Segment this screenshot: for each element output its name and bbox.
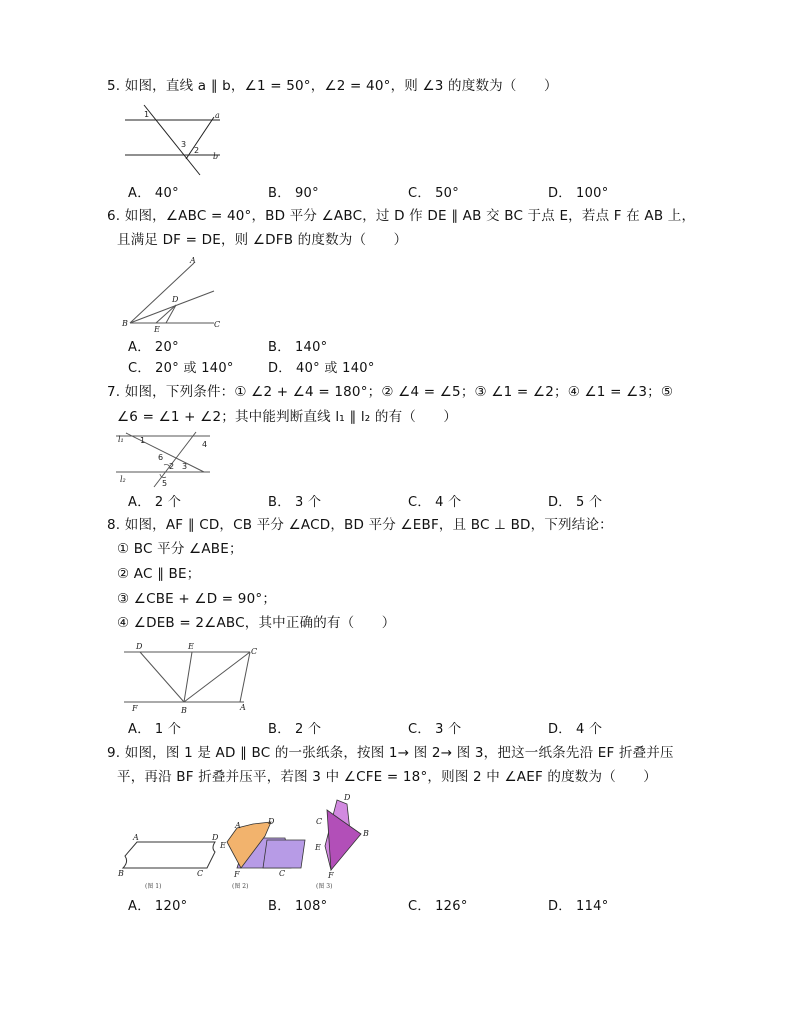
q7-figure <box>114 431 214 489</box>
q5-option-a[interactable]: A． 40° <box>128 186 179 201</box>
q9-stem-line1: 9. 如图，图 1 是 AD ∥ BC 的一张纸条，按图 1→ 图 2→ 图 3，把这一纸条先沿 EF 折叠并压 <box>107 745 674 761</box>
q9-fig2-label-e: E <box>220 841 226 850</box>
q9-fig1-caption: (图 1) <box>145 883 162 890</box>
q9-fig1-label-a: A <box>133 833 139 842</box>
q6-option-d[interactable]: D． 40° 或 140° <box>268 361 375 376</box>
q9-fig3-label-f: F <box>328 871 334 880</box>
q7-stem-line2: ∠6 = ∠1 + ∠2；其中能判断直线 l₁ ∥ l₂ 的有（ ） <box>117 409 458 425</box>
q9-figure-2 <box>219 817 305 890</box>
q7-option-b[interactable]: B． 3 个 <box>268 495 322 510</box>
q7-label-l2: l₂ <box>120 475 126 484</box>
q8-label-d: D <box>136 642 143 651</box>
q5-option-d[interactable]: D． 100° <box>548 186 609 201</box>
q9-figure-3 <box>314 793 369 890</box>
q9-fig3-label-e: E <box>315 843 321 852</box>
q8-conclusion-4: ④ ∠DEB = 2∠ABC，其中正确的有（ ） <box>117 615 396 631</box>
q6-stem-line2: 且满足 DF = DE，则 ∠DFB 的度数为（ ） <box>117 232 408 248</box>
q8-stem: 8. 如图，AF ∥ CD，CB 平分 ∠ACD，BD 平分 ∠EBF，且 BC ⊥ BD，下列结论： <box>107 517 613 533</box>
q9-option-b[interactable]: B． 108° <box>268 899 328 914</box>
q5-label-2: 2 <box>194 146 200 155</box>
q7-label-3: 3 <box>182 462 188 471</box>
q6-label-e: E <box>154 325 160 334</box>
q6-figure <box>118 257 228 335</box>
q8-option-a[interactable]: A． 1 个 <box>128 722 182 737</box>
q5-label-1: 1 <box>144 110 150 119</box>
q7-label-1: 1 <box>140 436 146 445</box>
q7-label-6: 6 <box>158 453 164 462</box>
q8-conclusion-1: ① BC 平分 ∠ABE； <box>117 541 243 557</box>
q8-conclusion-3: ③ ∠CBE + ∠D = 90°； <box>117 591 277 607</box>
q7-label-l1: l₁ <box>118 435 124 444</box>
q9-fig3-label-b: B <box>363 829 369 838</box>
q8-conclusion-2: ② AC ∥ BE； <box>117 566 201 582</box>
q9-fig1-label-d: D <box>212 833 219 842</box>
q9-fig2-label-c: C <box>279 869 286 878</box>
q5-label-3: 3 <box>181 140 187 149</box>
q9-fig1-label-c: C <box>197 869 204 878</box>
q9-fig1-label-b: B <box>118 869 124 878</box>
q5-option-b[interactable]: B． 90° <box>268 186 319 201</box>
q8-label-f: F <box>132 704 138 713</box>
q9-option-c[interactable]: C． 126° <box>408 899 468 914</box>
q6-option-c[interactable]: C． 20° 或 140° <box>128 361 234 376</box>
q6-stem-line1: 6. 如图，∠ABC = 40°，BD 平分 ∠ABC，过 D 作 DE ∥ AB 交 BC 于点 E，若点 F 在 AB 上， <box>107 208 696 224</box>
q5-stem: 5. 如图，直线 a ∥ b，∠1 = 50°，∠2 = 40°，则 ∠3 的度数为（ ） <box>107 78 558 94</box>
q8-figure <box>120 640 265 716</box>
q7-stem-line1: 7. 如图，下列条件：① ∠2 + ∠4 = 180°；② ∠4 = ∠5；③ ∠1 = ∠2；④ ∠1 = ∠3；⑤ <box>107 384 674 400</box>
q9-fig3-label-c: C <box>316 817 323 826</box>
q6-label-b: B <box>122 319 128 328</box>
q5-label-a: a <box>215 111 220 120</box>
q7-label-4: 4 <box>202 440 208 449</box>
q6-option-b[interactable]: B． 140° <box>268 340 328 355</box>
q6-label-a: A <box>190 256 196 265</box>
q9-fig3-label-d: D <box>344 793 351 802</box>
q7-label-2: 2 <box>169 462 175 471</box>
q8-label-e: E <box>188 642 194 651</box>
q6-label-c: C <box>214 320 221 329</box>
q8-label-a: A <box>240 703 246 712</box>
q5-label-b: b <box>213 152 219 161</box>
q7-option-c[interactable]: C． 4 个 <box>408 495 462 510</box>
q9-fig2-caption: (图 2) <box>232 883 249 890</box>
q9-fig2-label-d: D <box>268 817 275 826</box>
q9-option-d[interactable]: D． 114° <box>548 899 609 914</box>
q7-label-5: 5 <box>162 479 168 488</box>
q9-figure-1 <box>117 833 219 890</box>
q8-label-b: B <box>181 706 187 715</box>
q8-label-c: C <box>251 647 258 656</box>
q5-option-c[interactable]: C． 50° <box>408 186 460 201</box>
q8-option-b[interactable]: B． 2 个 <box>268 722 322 737</box>
q7-option-d[interactable]: D． 5 个 <box>548 495 603 510</box>
q9-figure <box>115 792 375 892</box>
q9-option-a[interactable]: A． 120° <box>128 899 188 914</box>
q9-fig2-label-f: F <box>234 870 240 879</box>
q7-option-a[interactable]: A． 2 个 <box>128 495 182 510</box>
q9-stem-line2: 平，再沿 BF 折叠并压平，若图 3 中 ∠CFE = 18°，则图 2 中 ∠AEF 的度数为（ ） <box>117 769 658 785</box>
q9-fig3-caption: (图 3) <box>316 883 333 890</box>
q8-option-c[interactable]: C． 3 个 <box>408 722 462 737</box>
q6-label-d: D <box>172 295 179 304</box>
q8-option-d[interactable]: D． 4 个 <box>548 722 603 737</box>
q5-figure <box>122 103 222 177</box>
q9-fig2-label-a: A <box>235 821 241 830</box>
q6-option-a[interactable]: A． 20° <box>128 340 179 355</box>
